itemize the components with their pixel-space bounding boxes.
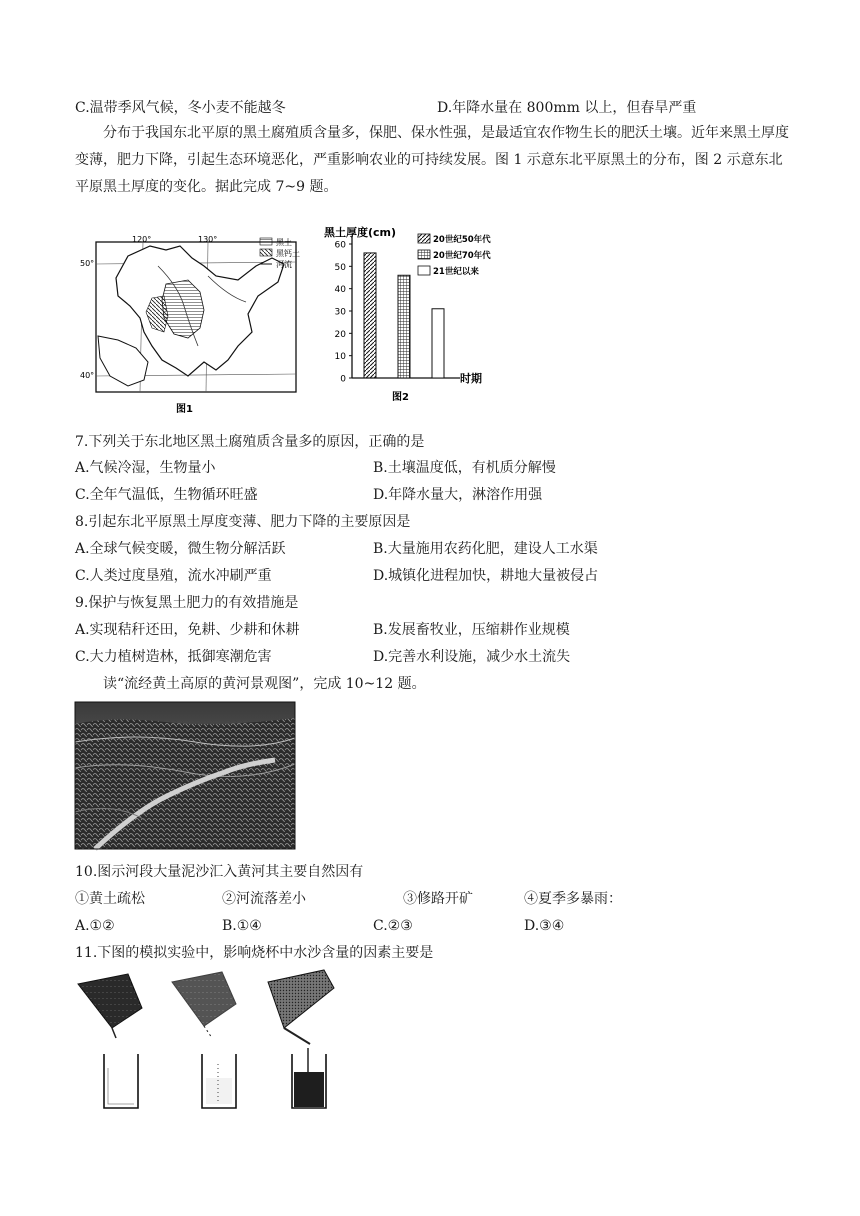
- yellow-river-photo: [75, 702, 295, 849]
- question-8-stem: 8.引起东北平原黑土厚度变薄、肥力下降的主要原因是: [75, 514, 411, 530]
- q10-item-4: ④夏季多暴雨：: [524, 891, 622, 907]
- lon-label-130: 130°: [198, 235, 218, 244]
- experiment-illustration: [72, 968, 352, 1114]
- option-c-prev: C.温带季风气候，冬小麦不能越冬: [75, 100, 286, 116]
- lon-label-120: 120°: [132, 235, 152, 244]
- legend-chernozem: 黑钙土: [276, 249, 300, 258]
- figure-2-caption: 图2: [392, 392, 409, 403]
- legend-black-soil: 黑土: [276, 238, 292, 247]
- bar-3: [432, 309, 444, 378]
- y-tick-label: 50: [334, 262, 346, 273]
- legend-label-2: 20世纪70年代: [433, 251, 491, 261]
- lat-label-40: 40°: [80, 371, 95, 380]
- legend-swatch-1: [418, 234, 430, 243]
- legend-swatch-3: [418, 266, 430, 275]
- figure-2-chart: [322, 222, 502, 418]
- q8-option-d: D.城镇化进程加快，耕地大量被侵占: [373, 568, 599, 584]
- q8-option-c: C.人类过度垦殖，流水冲刷严重: [75, 568, 272, 584]
- q10-option-b: B.①④: [222, 918, 262, 934]
- q8-option-a: A.全球气候变暖，微生物分解活跃: [75, 541, 286, 557]
- q10-option-c: C.②③: [373, 918, 413, 934]
- y-tick-label: 30: [334, 307, 346, 318]
- q10-item-1: ①黄土疏松: [75, 891, 145, 907]
- bar-1: [364, 253, 376, 378]
- q9-option-c: C.大力植树造林，抵御寒潮危害: [75, 649, 272, 665]
- x-axis-title: 时期: [460, 372, 482, 385]
- q9-option-a: A.实现秸秆还田，免耕、少耕和休耕: [75, 622, 300, 638]
- lat-label-50: 50°: [80, 259, 95, 268]
- y-tick-label: 40: [334, 285, 346, 296]
- q9-option-b: B.发展畜牧业，压缩耕作业规模: [373, 622, 570, 638]
- y-tick-label: 60: [334, 240, 346, 251]
- intro-2: 读“流经黄土高原的黄河景观图”，完成 10~12 题。: [103, 676, 426, 692]
- y-tick-label: 20: [334, 329, 346, 340]
- legend-swatch-2: [418, 250, 430, 259]
- q8-option-b: B.大量施用农药化肥，建设人工水渠: [373, 541, 598, 557]
- figure-1-map: [80, 235, 320, 418]
- q10-item-3: ③修路开矿: [403, 891, 473, 907]
- q7-option-b: B.土壤温度低，有机质分解慢: [373, 460, 556, 476]
- q10-option-a: A.①②: [75, 918, 115, 934]
- legend-label-1: 20世纪50年代: [433, 235, 491, 245]
- q7-option-c: C.全年气温低，生物循环旺盛: [75, 487, 258, 503]
- legend-label-3: 21世纪以来: [433, 267, 479, 277]
- bar-2: [398, 275, 410, 378]
- legend-river: 河流: [276, 260, 292, 269]
- figure-1-caption: 图1: [176, 404, 193, 415]
- q9-option-d: D.完善水利设施，减少水土流失: [373, 649, 571, 665]
- q7-option-a: A.气候冷湿，生物量小: [75, 460, 216, 476]
- question-9-stem: 9.保护与恢复黑土肥力的有效措施是: [75, 595, 299, 611]
- option-d-prev: D.年降水量在 800mm 以上，但春旱严重: [437, 100, 697, 116]
- q7-option-d: D.年降水量大，淋溶作用强: [373, 487, 543, 503]
- q10-item-2: ②河流落差小: [222, 891, 306, 907]
- y-tick-label: 10: [334, 352, 346, 363]
- intro-paragraph: 分布于我国东北平原的黑土腐殖质含量多，保肥、保水性强，是最适宜农作物生长的肥沃土壤。近年来黑土厚度变薄，肥力下降，引起生态环境恶化，严重影响农业的可持续发展。图 1 示意东北平原黑土的分布，图 2 示意东北平原黑土厚度的变化。据此完成 7~9 题。: [75, 125, 789, 195]
- y-axis-title: 黑土厚度(cm): [324, 226, 397, 239]
- q10-option-d: D.③④: [524, 918, 565, 934]
- question-11-stem: 11.下图的模拟实验中，影响烧杯中水沙含量的因素主要是: [75, 945, 434, 961]
- question-7-stem: 7.下列关于东北地区黑土腐殖质含量多的原因，正确的是: [75, 434, 425, 450]
- question-10-stem: 10.图示河段大量泥沙汇入黄河其主要自然因有: [75, 864, 364, 880]
- y-tick-label: 0: [340, 374, 346, 385]
